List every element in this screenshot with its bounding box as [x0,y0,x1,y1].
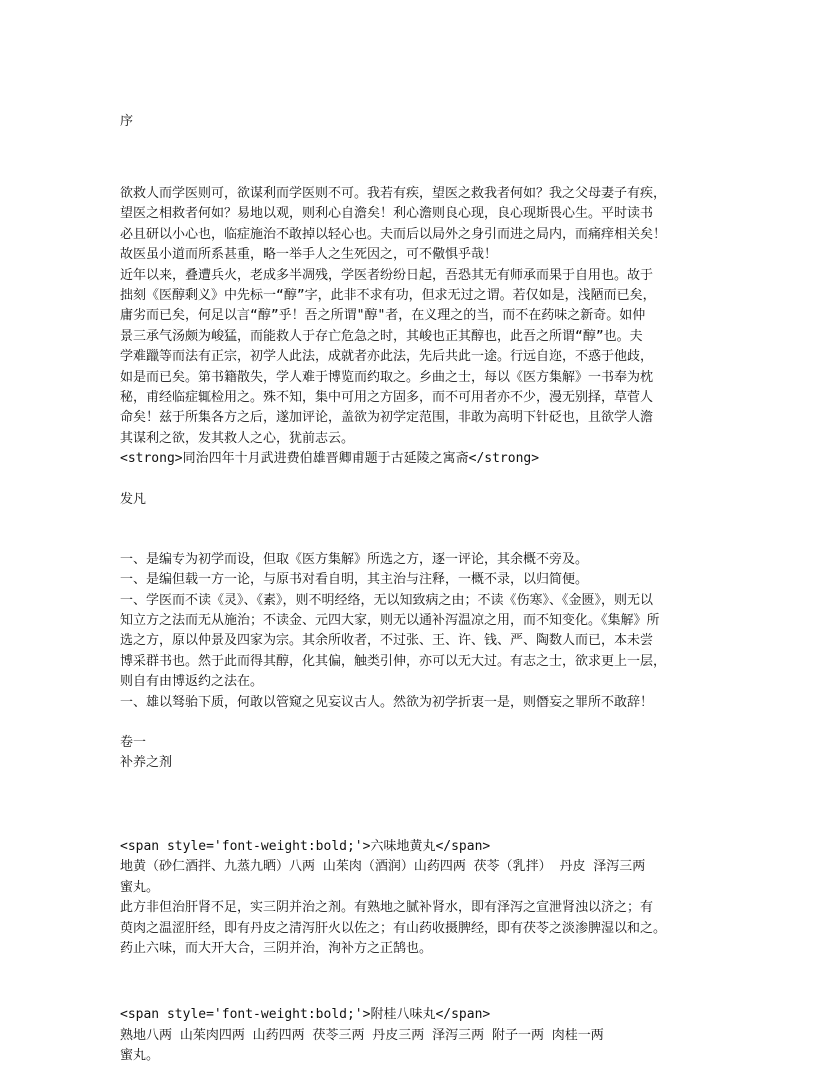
preface-signature: <strong>同治四年十月武进费伯雄晋卿甫题于古延陵之寓斋</strong> [120,451,540,467]
recipe-commentary-line: 萸肉之温涩肝经，即有丹皮之清泻肝火以佐之；有山药收摄脾经，即有茯苓之淡渗脾湿以和之。 [120,920,667,936]
text-line: 望医之相救者何如？易地以观，则利心自澹矣！利心澹则良心现，良心现斯畏心生。平时读书 [120,206,654,222]
text-line: 必且研以小心也，临症施治不敢掉以轻心也。夫而后以局外之身引而进之局内，而痛痒相关矣！ [120,226,667,242]
volume-subtitle: 补养之剂 [120,754,173,770]
text-line: 欲救人而学医则可，欲谋利而学医则不可。我若有疾，望医之救我者何如？我之父母妻子有疾， [120,186,667,201]
text-line: 景三承气汤颇为峻猛，而能救人于存亡危急之时，其峻也正其醇也，此吾之所谓“醇”也。夫 [120,328,643,344]
fafan-title: 发凡 [120,491,147,507]
text-line: 学难躐等而法有正宗，初学人此法，成就者亦此法，先后共此一途。行远自迩，不惑于他歧， [120,349,654,365]
text-line: 其谋利之欲，发其救人之心，犹前志云。 [120,430,355,446]
recipe-name: <span style='font-weight:bold;'>六味地黄丸</span> [120,838,491,854]
recipe-commentary-line: 此方非但治肝肾不足，实三阴并治之剂。有熟地之腻补肾水，即有泽泻之宣泄肾浊以济之；有 [120,900,654,916]
text-line: 故医虽小道而所系甚重，略一举手人之生死因之，可不儆惧乎哉！ [120,247,498,263]
text-line: 拙刻《医醇剩义》中先标一“醇”字，此非不求有功，但求无过之谓。若仅如是，浅陋而已矣， [120,288,656,304]
list-item: 知立方之法而无从施治；不读金、元四大家，则无以通补泻温凉之用，而不知变化。《集解》所 [120,612,660,628]
text-line: 庸劣而已矣，何足以言“醇”乎！吾之所谓"醇"者，在义理之的当，而不在药味之新奇。如仲 [120,308,646,324]
text-line: 命矣！兹于所集各方之后，遂加评论，盖欲为初学定范围，非敢为高明下针砭也，且欲学人澹 [120,410,654,426]
preface-title: 序 [120,114,134,129]
text-line: 如是而已矣。第书籍散失，学人难于博览而约取之。乡曲之士，每以《医方集解》一书奉为枕 [120,369,654,385]
recipe-form: 蜜丸。 [120,1048,160,1064]
recipe-ingredients: 地黄（砂仁酒拌、九蒸九晒）八两 山茱肉（酒润）山药四两 茯苓（乳拌） 丹皮 泽泻三两 [120,859,646,875]
text-line: 近年以来，叠遭兵火，老成多半凋残，学医者纷纷日起，吾恐其无有师承而果于自用也。故于 [120,267,654,283]
recipe-name: <span style='font-weight:bold;'>附桂八味丸</span> [120,1007,491,1023]
list-item: 一、雄以驽骀下质，何敢以管窥之见妄议古人。然欲为初学折衷一是，则僭妄之罪所不敢辞！ [120,694,654,710]
recipe-form: 蜜丸。 [120,879,160,895]
text-line: 秘，甫经临症辄检用之。殊不知，集中可用之方固多，而不可用者亦不少，漫无别择，草菅人 [120,390,654,406]
recipe-commentary-line: 药止六味，而大开大合，三阴并治，洵补方之正鹄也。 [120,940,433,956]
recipe-liuwei [120,837,700,959]
preface-paragraph-2 [120,266,700,450]
preface-paragraph-1 [120,184,700,266]
volume-title: 卷一 [120,734,147,750]
list-item: 博采群书也。然于此而得其醇，化其偏，触类引伸，亦可以无大过。有志之士，欲求更上一层， [120,653,667,669]
recipe-fugui [120,1005,700,1066]
list-item: 一、是编但载一方一论，与原书对看自明，其主治与注释，一概不录，以归简便。 [120,572,589,588]
list-item: 则自有由博返约之法在。 [120,674,264,690]
list-item: 一、学医而不读《灵》、《素》，则不明经络，无以知致病之由；不读《伤寒》、《金匮》，则无以 [120,592,654,608]
list-item: 选之方，原以仲景及四家为宗。其余所收者，不过张、王、许、钱、严、陶数人而已，本未尝 [120,633,654,649]
document-page [120,112,700,1067]
fafan-list [120,550,700,713]
list-item: 一、是编专为初学而设，但取《医方集解》所选之方，逐一评论，其余概不旁及。 [120,551,589,567]
recipe-ingredients: 熟地八两 山茱肉四两 山药四两 茯苓三两 丹皮三两 泽泻三两 附子一两 肉桂一两 [120,1027,604,1043]
